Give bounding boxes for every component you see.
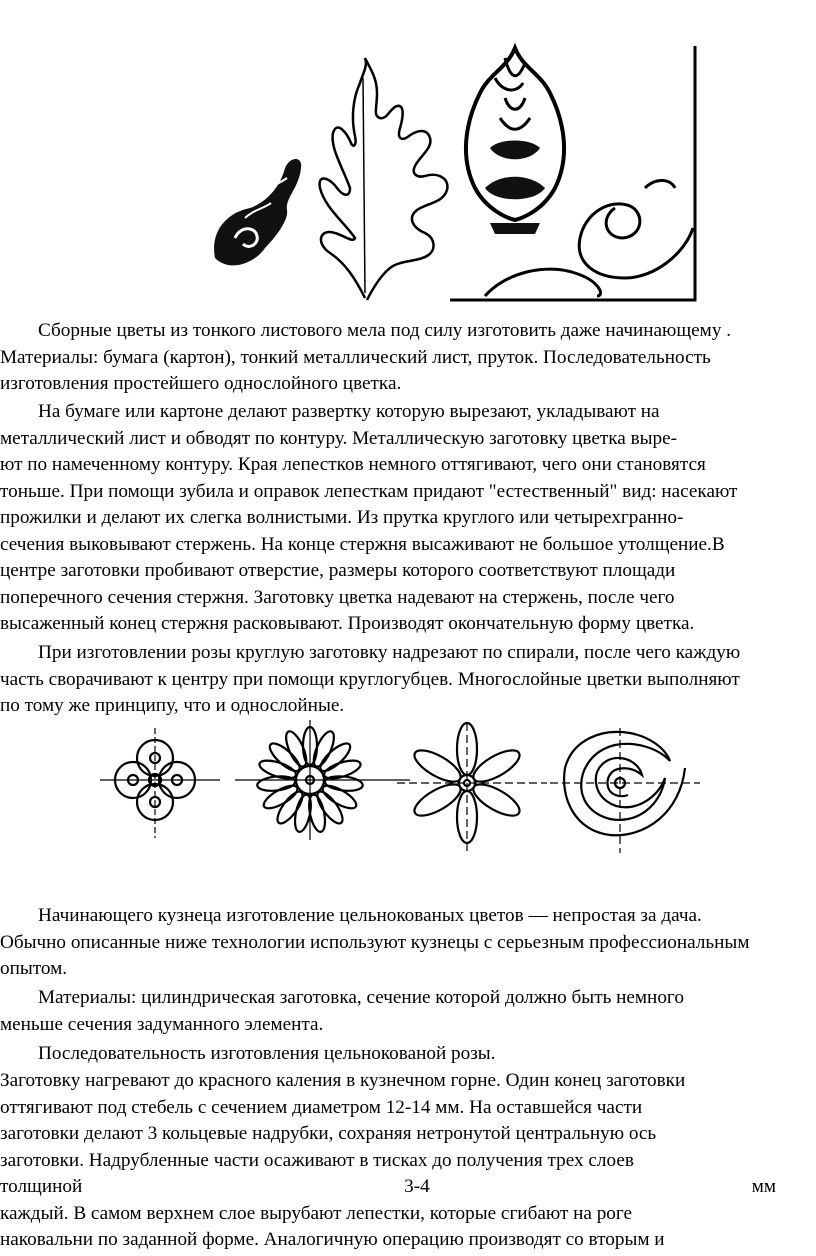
text-line: Начинающего кузнеца изготовление цельнокованых цветов — непростая за дача. [38, 905, 702, 926]
paragraph-materials [0, 985, 816, 1038]
flower-blanks-illustration [95, 718, 735, 858]
text-line: заготовки делают 3 кольцевые надрубки, сохраняя нетронутой центральную ось [0, 1123, 657, 1144]
text-line: поперечного сечения стержня. Заготовку цветка надевают на стержень, после чего [0, 586, 675, 608]
text-line: часть сворачивают к центру при помощи круглогубцев. Многослойные цветки выполняют [0, 668, 740, 690]
text-line: Материалы: бумага (картон), тонкий металлический лист, пруток. Последовательность [0, 346, 711, 368]
text-line: На бумаге или картоне делают развертку которую вырезают, укладывают на [38, 401, 660, 422]
text-fragment: мм [751, 1176, 776, 1197]
text-line: оттягивают под стебель с сечением диаметром 12-14 мм. На оставшейся части [0, 1096, 643, 1118]
paragraph-rose-steps [0, 1068, 816, 1254]
text-line: высаженный конец стержня расковывают. Производят окончательную форму цветка. [0, 613, 695, 634]
spiral-rose-blank-drawing [550, 728, 700, 853]
text-line: по тому же принципу, что и однослойные. [0, 695, 345, 716]
text-line: меньше сечения задуманного элемента. [0, 1013, 324, 1035]
scroll-curl-drawing [214, 159, 301, 265]
text-fragment: толщиной [0, 1176, 83, 1197]
text-line: При изготовлении розы круглую заготовку надрезают по спирали, после чего каждую [38, 642, 741, 663]
text-line: Последовательность изготовления цельнокованой розы. [38, 1043, 496, 1064]
text-line: ют по намеченному контуру. Края лепестков немного оттягивают, чего они становятся [0, 454, 706, 475]
acanthus-leaf-drawing [320, 58, 448, 300]
text-line: заготовки. Надрубленные части осаживают в тисках до получения трех слоев [0, 1149, 634, 1171]
text-line: сечения выковывают стержень. На конце стержня высаживают не большое утолщение.В [0, 533, 725, 555]
paragraph-rose [0, 640, 816, 720]
text-line: прожилки и делают их слегка волнистыми. Из прутка круглого или четырехгранно- [0, 507, 684, 528]
ornament-illustration [205, 38, 700, 310]
text-line: изготовления простейшего однослойного цветка. [0, 373, 402, 394]
daisy-blank-drawing [235, 720, 410, 840]
paragraph-rose-heading [0, 1041, 816, 1068]
paragraph-forged-intro [0, 903, 816, 983]
text-line-spread [0, 1174, 816, 1201]
text-line: центре заготовки пробивают отверстие, размеры которого соответствуют площади [0, 560, 676, 581]
text-line: Сборные цветы из тонкого листового мела под силу изготовить даже начинающему . [38, 320, 732, 341]
text-fragment: 3-4 [404, 1176, 430, 1197]
text-line: каждый. В самом верхнем слое вырубают лепестки, которые сгибают на роге [0, 1202, 633, 1224]
text-line: металлический лист и обводят по контуру. Металлическую заготовку цветка выре- [0, 427, 678, 449]
text-line: Материалы: цилиндрическая заготовка, сечение которой должно быть немного [38, 987, 684, 1008]
six-petal-blank-drawing [397, 723, 547, 853]
text-line: Заготовку нагревают до красного каления в кузнечном горне. Один конец заготовки [0, 1070, 686, 1091]
paragraph-intro [0, 318, 816, 398]
text-line: Обычно описанные ниже технологии используют кузнецы с серьезным профессиональным [0, 931, 750, 953]
paragraph-process [0, 399, 816, 638]
four-petal-blank-drawing [100, 728, 220, 838]
tulip-ornament-drawing [466, 48, 564, 234]
text-line: тоньше. При помощи зубила и оправок лепесткам придают "естественный" вид: насекают [0, 480, 738, 502]
text-line: опытом. [0, 958, 68, 979]
text-line: наковальни по заданной форме. Аналогичную операцию производят со вторым и [0, 1229, 665, 1250]
